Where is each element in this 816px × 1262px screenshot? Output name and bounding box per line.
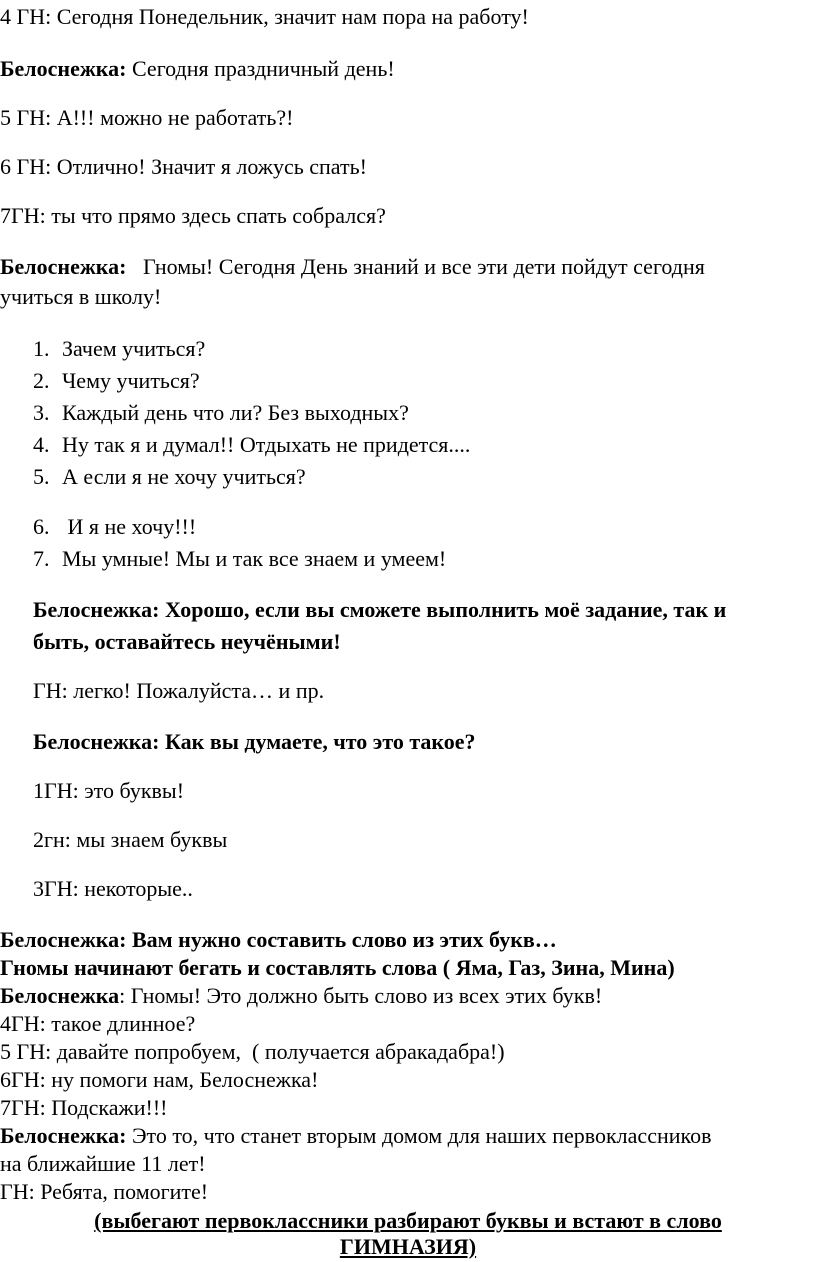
list-number: 1.	[33, 336, 50, 361]
line-text: : Гномы! Это должно быть слово из всех этих букв!	[119, 983, 603, 1008]
speaker-name: Белоснежка	[0, 983, 120, 1008]
list-item: А если я не хочу учиться?	[62, 464, 306, 489]
list-item: Чему учиться?	[62, 368, 200, 393]
line-text: Гномы! Сегодня День знаний и все эти дети пойдут сегодня	[126, 254, 705, 279]
list-number: 2.	[33, 368, 50, 393]
dialogue-line: 7ГН: Подскажи!!!	[0, 1095, 168, 1120]
list-item: Каждый день что ли? Без выходных?	[62, 400, 409, 425]
dialogue-line	[0, 1125, 711, 1147]
line-text: 4 ГН: Сегодня Понедельник, значит нам пора на работу!	[0, 4, 529, 29]
line-text: 5 ГН: А!!! можно не работать?!	[0, 105, 294, 130]
bold-line: быть, оставайтесь неучёными!	[33, 629, 341, 654]
line-text: 7ГН: ты что прямо здесь спать собрался?	[0, 203, 386, 228]
dialogue-line	[0, 58, 395, 80]
dialogue-line: 6ГН: ну помоги нам, Белоснежка!	[0, 1067, 319, 1092]
dialogue-line: на ближайшие 11 лет!	[0, 1151, 206, 1176]
dialogue-line	[0, 985, 602, 1007]
dialogue-line: ГН: легко! Пожалуйста… и пр.	[33, 678, 325, 703]
list-item: Ну так я и думал!! Отдыхать не придется....	[62, 432, 471, 457]
line-text: учиться в школу!	[0, 284, 162, 309]
speaker-name: Белоснежка:	[0, 254, 127, 279]
list-number: 4.	[33, 432, 50, 457]
dialogue-line: 4ГН: такое длинное?	[0, 1011, 196, 1036]
list-number: 7.	[33, 546, 50, 571]
dialogue-line	[0, 256, 705, 278]
speaker-name: Белоснежка:	[0, 56, 127, 81]
dialogue-line	[0, 6, 529, 28]
list-item: Зачем учиться?	[62, 336, 206, 361]
bold-line: Белоснежка: Хорошо, если вы сможете выполнить моё задание, так и	[33, 597, 727, 622]
list-number: 3.	[33, 400, 50, 425]
bold-line: Белоснежка: Как вы думаете, что это такое?	[33, 729, 476, 754]
line-text: 6 ГН: Отлично! Значит я ложусь спать!	[0, 154, 367, 179]
line-text: Это то, что станет вторым домом для наших первоклассников	[126, 1123, 712, 1148]
stage-direction: (выбегают первоклассники разбирают буквы и встают в слово	[94, 1208, 722, 1233]
dialogue-line	[0, 107, 293, 129]
list-item: И я не хочу!!!	[62, 514, 197, 539]
bold-line: Гномы начинают бегать и составлять слова ( Яма, Газ, Зина, Мина)	[0, 955, 675, 980]
line-text: Сегодня праздничный день!	[126, 56, 395, 81]
bold-line: Белоснежка: Вам нужно составить слово из этих букв…	[0, 927, 557, 952]
dialogue-line	[0, 205, 386, 227]
dialogue-line: ГН: Ребята, помогите!	[0, 1179, 209, 1204]
dialogue-line: 3ГН: некоторые..	[33, 876, 193, 901]
dialogue-line: 1ГН: это буквы!	[33, 778, 185, 803]
speaker-name: Белоснежка:	[0, 1123, 127, 1148]
dialogue-line	[0, 286, 161, 308]
dialogue-line: 5 ГН: давайте попробуем, ( получается абракадабра!)	[0, 1039, 505, 1064]
list-number: 5.	[33, 464, 50, 489]
list-item: Мы умные! Мы и так все знаем и умеем!	[62, 546, 447, 571]
list-number: 6.	[33, 514, 50, 539]
dialogue-line: 2гн: мы знаем буквы	[33, 827, 228, 852]
dialogue-line	[0, 156, 367, 178]
stage-direction: ГИМНАЗИЯ)	[339, 1234, 477, 1259]
